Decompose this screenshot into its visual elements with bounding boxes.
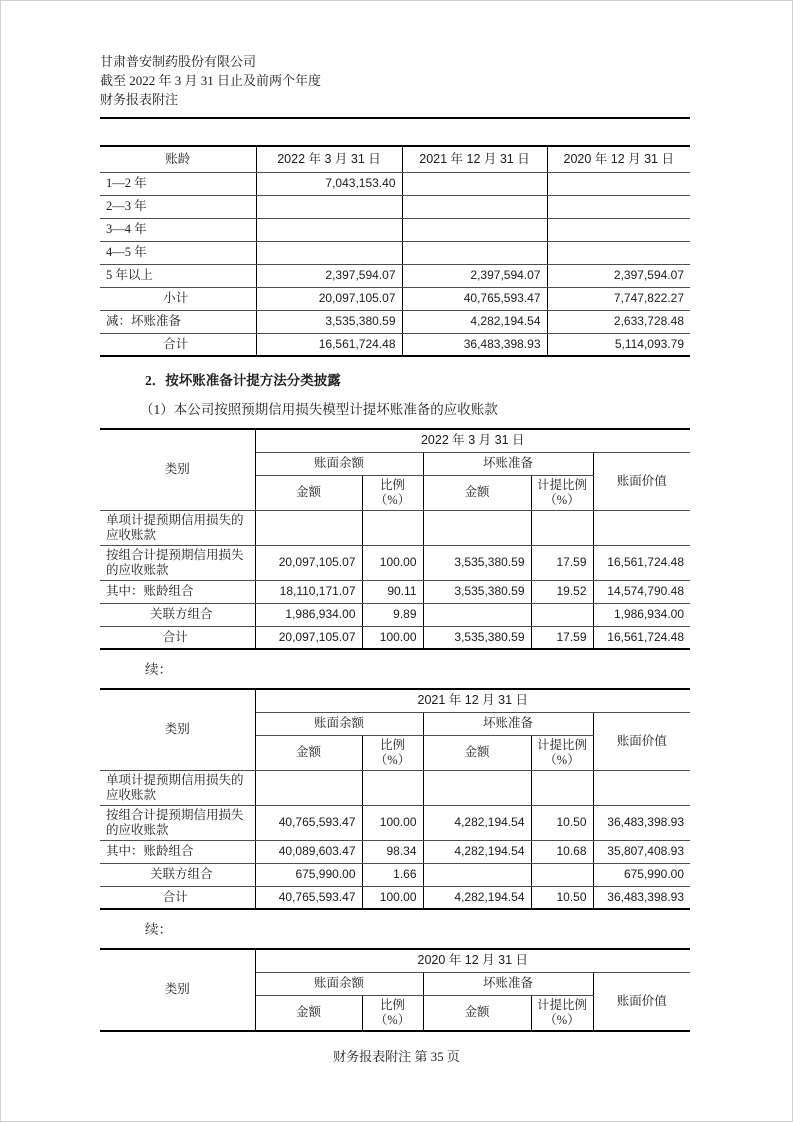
row-label: 按组合计提预期信用损失的应收账款 — [100, 805, 255, 840]
carrying-cell: 16,561,724.48 — [593, 626, 690, 649]
aging-col-header-2020: 2020 年 12 月 31 日 — [547, 146, 690, 172]
aging-col-header-age: 账龄 — [100, 146, 256, 172]
aging-col-header-2022: 2022 年 3 月 31 日 — [256, 146, 402, 172]
bd-amount-cell — [423, 863, 531, 886]
aging-table — [100, 145, 690, 357]
aging-cell: 36,483,398.93 — [402, 333, 547, 356]
bd-amount-cell: 4,282,194.54 — [423, 840, 531, 863]
carrying-cell: 36,483,398.93 — [593, 805, 690, 840]
amount-header: 金额 — [255, 995, 362, 1031]
aging-row-label: 2—3 年 — [100, 195, 256, 218]
ratio-cell: 98.34 — [362, 840, 423, 863]
aging-cell: 40,765,593.47 — [402, 287, 547, 310]
aging-row-label: 合计 — [100, 333, 256, 356]
aging-cell — [402, 195, 547, 218]
page-footer: 财务报表附注 第 35 页 — [333, 1049, 460, 1064]
carrying-cell: 1,986,934.00 — [593, 603, 690, 626]
book-balance-header: 账面余额 — [255, 972, 423, 995]
doc-title: 财务报表附注 — [100, 92, 179, 107]
aging-row-label: 1—2 年 — [100, 172, 256, 195]
page-content — [100, 0, 690, 1032]
ratio-cell: 9.89 — [362, 603, 423, 626]
carrying-value-header: 账面价值 — [593, 972, 690, 1031]
provision-table-2020 — [100, 948, 690, 1032]
table-row — [100, 840, 690, 863]
bd-ratio-cell — [531, 603, 593, 626]
amount-cell: 1,986,934.00 — [255, 603, 362, 626]
provision-table-2022 — [100, 428, 690, 650]
table-row-total — [100, 333, 690, 356]
table-row — [100, 805, 690, 840]
aging-cell — [547, 172, 690, 195]
ratio-header: 比例（%） — [362, 735, 423, 770]
carrying-cell — [593, 770, 690, 805]
bad-debt-header: 坏账准备 — [423, 452, 593, 475]
bd-amount-cell: 4,282,194.54 — [423, 886, 531, 909]
amount-header: 金额 — [423, 735, 531, 770]
section-heading: 2．按坏账准备计提方法分类披露 — [145, 373, 341, 388]
aging-cell — [256, 241, 402, 264]
provision-header-row-1 — [100, 689, 690, 712]
book-balance-header: 账面余额 — [255, 452, 423, 475]
table-row-subtotal — [100, 287, 690, 310]
doc-header — [100, 52, 690, 109]
bd-ratio-cell: 10.50 — [531, 886, 593, 909]
aging-row-label: 5 年以上 — [100, 264, 256, 287]
ratio-cell: 100.00 — [362, 886, 423, 909]
table-row-total — [100, 886, 690, 909]
amount-cell — [255, 510, 362, 545]
row-label: 单项计提预期信用损失的应收账款 — [100, 510, 255, 545]
bd-ratio-cell — [531, 863, 593, 886]
ratio-cell: 100.00 — [362, 805, 423, 840]
aging-cell: 20,097,105.07 — [256, 287, 402, 310]
provision-table-2021 — [100, 688, 690, 910]
aging-row-label: 小计 — [100, 287, 256, 310]
aging-cell — [547, 218, 690, 241]
carrying-cell: 35,807,408.93 — [593, 840, 690, 863]
aging-cell: 3,535,380.59 — [256, 310, 402, 333]
row-label: 关联方组合 — [100, 863, 255, 886]
table-row — [100, 580, 690, 603]
table-row — [100, 264, 690, 287]
provision-header-row-1 — [100, 429, 690, 452]
provision-ratio-header: 计提比例（%） — [531, 735, 593, 770]
aging-row-label: 3—4 年 — [100, 218, 256, 241]
category-header: 类别 — [100, 949, 255, 1031]
amount-header: 金额 — [423, 995, 531, 1031]
bd-amount-cell: 4,282,194.54 — [423, 805, 531, 840]
category-header: 类别 — [100, 689, 255, 770]
table-row — [100, 195, 690, 218]
aging-cell: 2,397,594.07 — [256, 264, 402, 287]
table-row — [100, 603, 690, 626]
ratio-cell: 100.00 — [362, 626, 423, 649]
aging-cell — [402, 172, 547, 195]
bd-ratio-cell: 17.59 — [531, 626, 593, 649]
aging-cell: 7,747,822.27 — [547, 287, 690, 310]
table-row-total — [100, 626, 690, 649]
table-row — [100, 510, 690, 545]
carrying-cell: 14,574,790.48 — [593, 580, 690, 603]
bd-amount-cell — [423, 603, 531, 626]
aging-cell — [547, 241, 690, 264]
provision-ratio-header: 计提比例（%） — [531, 995, 593, 1031]
amount-header: 金额 — [255, 735, 362, 770]
table-row — [100, 218, 690, 241]
carrying-cell: 36,483,398.93 — [593, 886, 690, 909]
aging-cell — [547, 195, 690, 218]
bd-ratio-cell: 10.68 — [531, 840, 593, 863]
date-header: 2020 年 12 月 31 日 — [255, 949, 690, 972]
aging-col-header-2021: 2021 年 12 月 31 日 — [402, 146, 547, 172]
table-row — [100, 310, 690, 333]
table-row — [100, 863, 690, 886]
ratio-cell — [362, 770, 423, 805]
report-period: 截至 2022 年 3 月 31 日止及前两个年度 — [100, 73, 322, 88]
bd-amount-cell: 3,535,380.59 — [423, 545, 531, 580]
aging-cell — [256, 218, 402, 241]
bd-amount-cell: 3,535,380.59 — [423, 626, 531, 649]
provision-ratio-header: 计提比例（%） — [531, 475, 593, 510]
amount-cell: 20,097,105.07 — [255, 626, 362, 649]
bd-amount-cell: 3,535,380.59 — [423, 580, 531, 603]
aging-header-row — [100, 146, 690, 172]
date-header: 2022 年 3 月 31 日 — [255, 429, 690, 452]
carrying-cell: 16,561,724.48 — [593, 545, 690, 580]
header-rule — [100, 117, 690, 119]
carrying-cell: 675,990.00 — [593, 863, 690, 886]
company-name: 甘肃普安制药股份有限公司 — [100, 54, 257, 69]
bd-ratio-cell: 10.50 — [531, 805, 593, 840]
continued-label: 续： — [145, 922, 172, 937]
aging-row-label: 减：坏账准备 — [100, 310, 256, 333]
ratio-header: 比例（%） — [362, 995, 423, 1031]
ratio-cell: 90.11 — [362, 580, 423, 603]
amount-header: 金额 — [255, 475, 362, 510]
provision-header-row-1 — [100, 949, 690, 972]
aging-cell: 16,561,724.48 — [256, 333, 402, 356]
aging-cell: 4,282,194.54 — [402, 310, 547, 333]
aging-cell — [402, 218, 547, 241]
table-row — [100, 172, 690, 195]
carrying-value-header: 账面价值 — [593, 452, 690, 510]
aging-row-label: 4—5 年 — [100, 241, 256, 264]
amount-cell: 18,110,171.07 — [255, 580, 362, 603]
amount-cell: 40,089,603.47 — [255, 840, 362, 863]
bad-debt-header: 坏账准备 — [423, 712, 593, 735]
category-header: 类别 — [100, 429, 255, 510]
carrying-cell — [593, 510, 690, 545]
bd-ratio-cell — [531, 770, 593, 805]
bd-ratio-cell: 17.59 — [531, 545, 593, 580]
ratio-cell: 1.66 — [362, 863, 423, 886]
date-header: 2021 年 12 月 31 日 — [255, 689, 690, 712]
amount-cell — [255, 770, 362, 805]
bd-ratio-cell — [531, 510, 593, 545]
bd-amount-cell — [423, 510, 531, 545]
bd-amount-cell — [423, 770, 531, 805]
amount-cell: 40,765,593.47 — [255, 805, 362, 840]
ratio-cell: 100.00 — [362, 545, 423, 580]
aging-cell: 7,043,153.40 — [256, 172, 402, 195]
row-label: 关联方组合 — [100, 603, 255, 626]
amount-cell: 675,990.00 — [255, 863, 362, 886]
continued-label: 续： — [145, 662, 172, 677]
aging-cell: 2,633,728.48 — [547, 310, 690, 333]
ratio-cell — [362, 510, 423, 545]
ratio-header: 比例（%） — [362, 475, 423, 510]
bad-debt-header: 坏账准备 — [423, 972, 593, 995]
row-label: 其中：账龄组合 — [100, 840, 255, 863]
row-label: 合计 — [100, 626, 255, 649]
amount-cell: 20,097,105.07 — [255, 545, 362, 580]
row-label: 其中：账龄组合 — [100, 580, 255, 603]
row-label: 按组合计提预期信用损失的应收账款 — [100, 545, 255, 580]
row-label: 合计 — [100, 886, 255, 909]
aging-cell: 2,397,594.07 — [547, 264, 690, 287]
carrying-value-header: 账面价值 — [593, 712, 690, 770]
bd-ratio-cell: 19.52 — [531, 580, 593, 603]
aging-cell — [256, 195, 402, 218]
amount-cell: 40,765,593.47 — [255, 886, 362, 909]
amount-header: 金额 — [423, 475, 531, 510]
row-label: 单项计提预期信用损失的应收账款 — [100, 770, 255, 805]
book-balance-header: 账面余额 — [255, 712, 423, 735]
aging-cell: 2,397,594.07 — [402, 264, 547, 287]
table-row — [100, 545, 690, 580]
table-row — [100, 770, 690, 805]
table-row — [100, 241, 690, 264]
aging-cell: 5,114,093.79 — [547, 333, 690, 356]
section-subheading: （1）本公司按照预期信用损失模型计提坏账准备的应收账款 — [140, 402, 498, 417]
aging-cell — [402, 241, 547, 264]
